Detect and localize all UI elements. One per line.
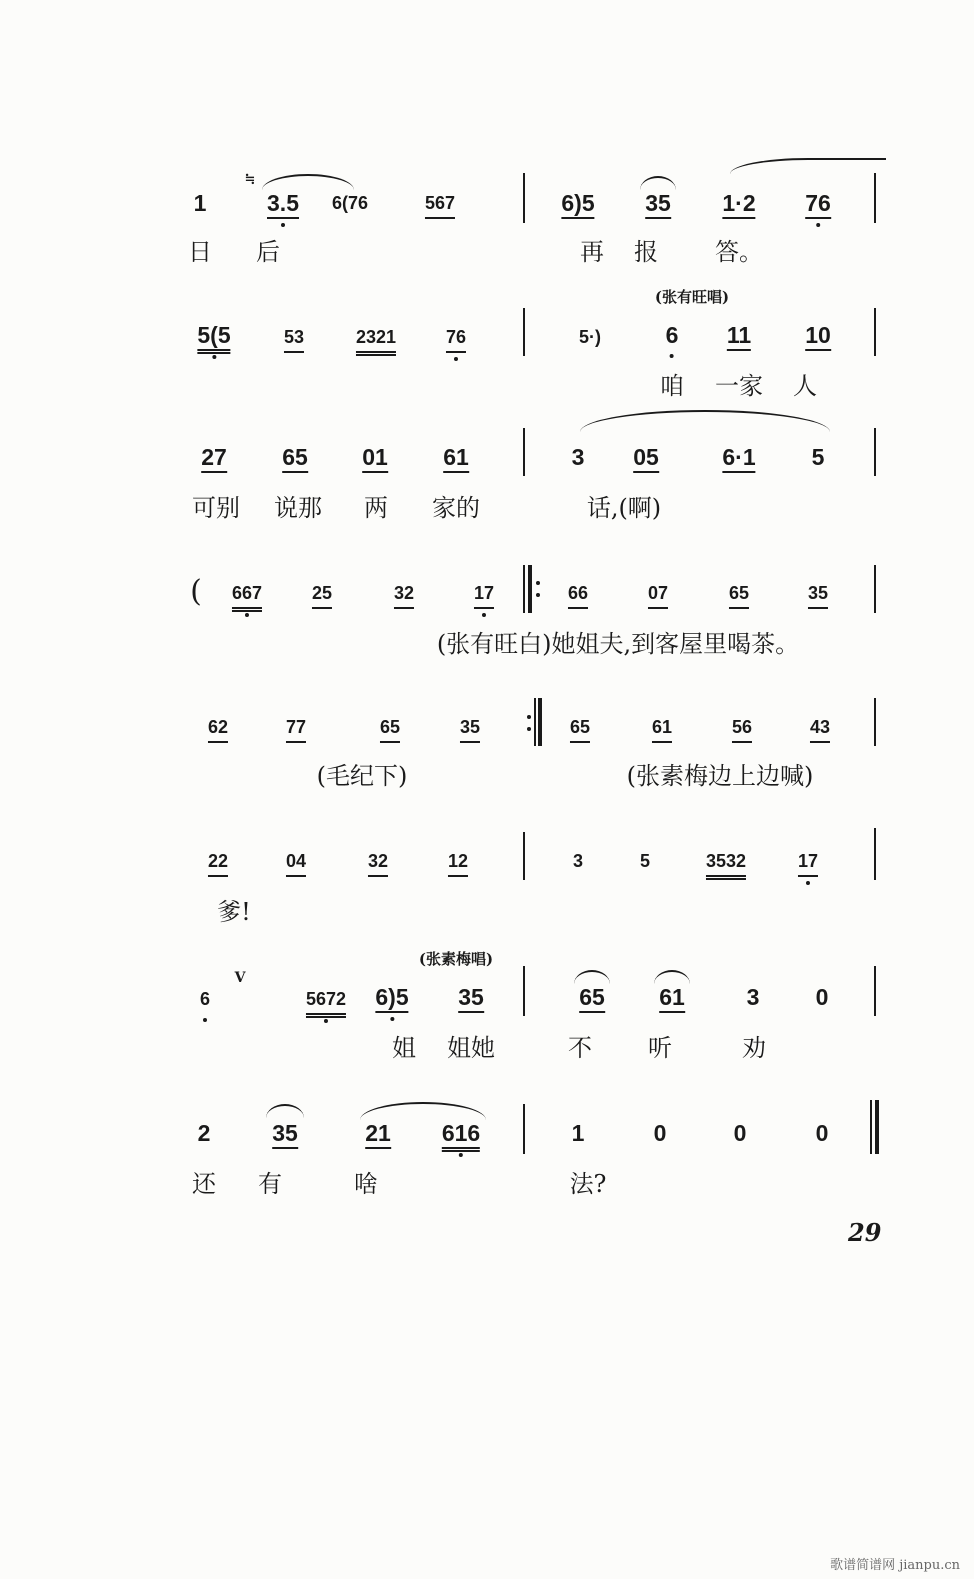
note: 5 <box>811 444 825 470</box>
lyric: 爹! <box>217 898 251 926</box>
lyric: 法? <box>569 1170 607 1198</box>
repeat-end <box>527 712 531 734</box>
note: 5672 <box>306 986 346 1018</box>
slur <box>574 970 610 984</box>
barline <box>523 173 525 223</box>
barline <box>874 308 876 356</box>
lyric: (毛纪下) <box>316 762 408 790</box>
barline <box>874 966 876 1016</box>
note: 12 <box>448 848 468 877</box>
lyric: 听 <box>648 1034 672 1062</box>
lyric: 还 <box>192 1170 216 1198</box>
lyric: 家的 <box>432 494 480 522</box>
lyric: 咱 <box>660 372 684 400</box>
lyric: (张素梅边上边喊) <box>626 762 814 790</box>
lyric: 人 <box>793 372 817 400</box>
slur <box>580 410 830 432</box>
barline <box>534 698 536 746</box>
note: 07 <box>648 580 668 609</box>
note: 5·) <box>579 327 601 347</box>
note: 3.5 <box>267 190 299 219</box>
note: 2 <box>197 1120 211 1146</box>
note: 05 <box>633 444 659 473</box>
lyric: 姐 <box>392 1034 416 1062</box>
tie <box>730 158 886 174</box>
lyric: 不 <box>568 1034 592 1062</box>
barline-thick <box>538 698 542 746</box>
note: 76 <box>446 324 466 353</box>
note: 61 <box>443 444 469 473</box>
barline <box>523 565 525 613</box>
note: 62 <box>208 714 228 743</box>
note: 76 <box>805 190 831 219</box>
note: 25 <box>312 580 332 609</box>
barline <box>523 428 525 476</box>
barline <box>874 173 876 223</box>
note: 6(76 <box>331 193 369 213</box>
lyric: 有 <box>258 1170 282 1198</box>
note: 35 <box>460 714 480 743</box>
note: 61 <box>659 984 685 1013</box>
lyric: 再 <box>580 238 604 266</box>
slur <box>654 970 690 984</box>
note: 1 <box>193 190 207 216</box>
note: 27 <box>201 444 227 473</box>
barline <box>523 1104 525 1154</box>
note: 616 <box>442 1120 480 1152</box>
role-annotation: (张素梅唱) <box>418 950 494 968</box>
breath-mark: V <box>234 970 246 986</box>
note: 56 <box>732 714 752 743</box>
note: 01 <box>362 444 388 473</box>
note: 3 <box>746 984 760 1010</box>
note: 6 <box>665 322 679 348</box>
note: 1 <box>571 1120 585 1146</box>
page-number: 29 <box>848 1218 882 1247</box>
note: 65 <box>282 444 308 473</box>
slur <box>262 174 354 190</box>
note: 2321 <box>356 324 396 356</box>
note: 0 <box>815 984 829 1010</box>
slur <box>266 1104 304 1118</box>
note: 65 <box>579 984 605 1013</box>
open-paren: ( <box>190 574 202 609</box>
note: 04 <box>286 848 306 877</box>
note: 3 <box>571 444 585 470</box>
note: 43 <box>810 714 830 743</box>
note: 61 <box>652 714 672 743</box>
note: 21 <box>365 1120 391 1149</box>
note: 17 <box>474 580 494 609</box>
lyric: 答。 <box>715 238 763 266</box>
lyric: 话,(啊) <box>586 494 662 522</box>
note: 53 <box>284 324 304 353</box>
slur <box>640 176 676 190</box>
barline <box>874 565 876 613</box>
note: 77 <box>286 714 306 743</box>
barline-thick <box>528 565 532 613</box>
note: 0 <box>815 1120 829 1146</box>
barline <box>523 966 525 1016</box>
final-barline-thick <box>875 1100 879 1154</box>
note: 0 <box>733 1120 747 1146</box>
watermark: 歌谱简谱网 jianpu.cn <box>830 1558 960 1573</box>
barline <box>874 428 876 476</box>
final-barline <box>870 1100 872 1154</box>
note: 3 <box>572 851 584 871</box>
note: 6)5 <box>561 190 594 219</box>
note: 3532 <box>706 848 746 880</box>
note: 65 <box>380 714 400 743</box>
lyric: 日 <box>188 238 212 266</box>
barline <box>523 308 525 356</box>
note: 1·2 <box>722 190 755 219</box>
lyric: 啥 <box>354 1170 378 1198</box>
note: 65 <box>729 580 749 609</box>
lyric: 一家 <box>715 372 763 400</box>
note: 567 <box>425 190 455 219</box>
note: 35 <box>272 1120 298 1149</box>
role-annotation: (张有旺唱) <box>654 288 730 306</box>
note: 22 <box>208 848 228 877</box>
note: 667 <box>232 580 262 612</box>
note: 32 <box>368 848 388 877</box>
note: 35 <box>645 190 671 219</box>
note: 0 <box>653 1120 667 1146</box>
barline <box>874 698 876 746</box>
note: 11 <box>727 322 751 351</box>
lyric: 说那 <box>274 494 322 522</box>
note: 10 <box>805 322 831 351</box>
note: 6)5 <box>375 984 408 1013</box>
note: 5(5 <box>197 322 230 354</box>
note: 6 <box>200 986 210 1012</box>
lyric: (张有旺白)她姐夫,到客屋里喝茶。 <box>436 630 800 658</box>
lyric: 可别 <box>192 494 240 522</box>
lyric: 报 <box>634 238 658 266</box>
slur <box>360 1102 486 1120</box>
barline <box>523 832 525 880</box>
lyric: 后 <box>256 238 280 266</box>
repeat-start <box>536 578 540 600</box>
note: 5 <box>639 851 651 871</box>
note: 35 <box>458 984 484 1013</box>
lyric: 两 <box>364 494 388 522</box>
note: 65 <box>570 714 590 743</box>
note: 32 <box>394 580 414 609</box>
lyric: 劝 <box>742 1034 766 1062</box>
barline <box>874 828 876 880</box>
note: 35 <box>808 580 828 609</box>
note: 66 <box>568 580 588 609</box>
grace-mark: ≒ <box>244 172 256 187</box>
note: 17 <box>798 848 818 877</box>
lyric: 姐她 <box>447 1034 495 1062</box>
note: 6·1 <box>722 444 755 473</box>
